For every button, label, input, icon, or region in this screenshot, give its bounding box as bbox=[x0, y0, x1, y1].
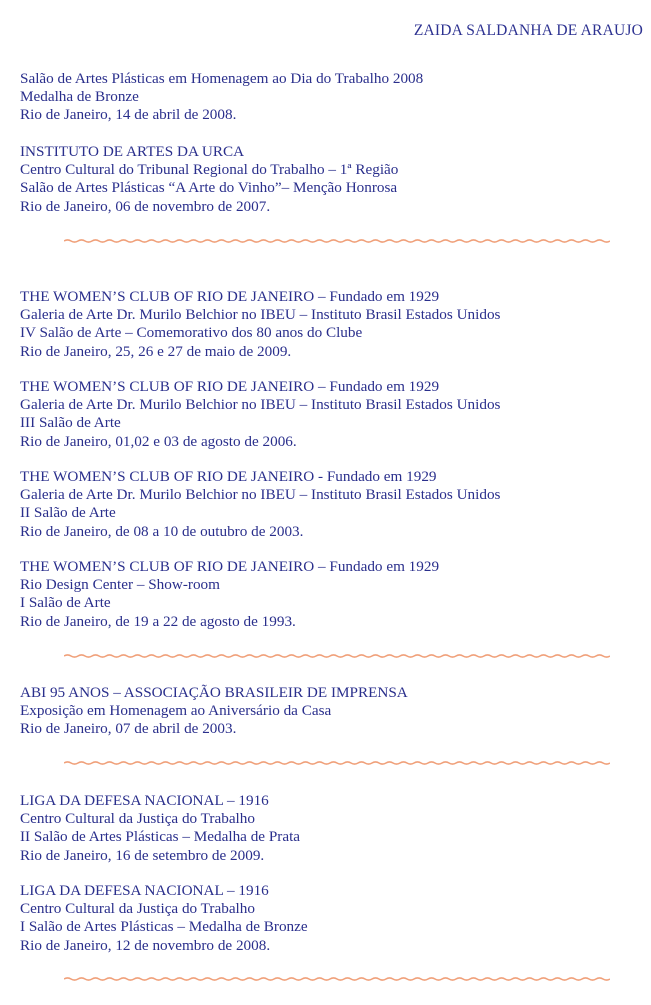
author-header: ZAIDA SALDANHA DE ARAUJO bbox=[413, 22, 643, 39]
entry-line: I Salão de Artes Plásticas – Medalha de Bronze bbox=[20, 918, 308, 936]
entry-line: Galeria de Arte Dr. Murilo Belchior no IBEU – Instituto Brasil Estados Unidos bbox=[20, 486, 501, 504]
entry-line: Rio de Janeiro, de 08 a 10 de outubro de 2003. bbox=[20, 522, 304, 540]
entry-line: THE WOMEN’S CLUB OF RIO DE JANEIRO - Fundado em 1929 bbox=[20, 468, 437, 485]
award-entry bbox=[20, 882, 308, 955]
award-entry bbox=[20, 684, 408, 739]
entry-line: ABI 95 ANOS – ASSOCIAÇÃO BRASILEIR DE IMPRENSA bbox=[20, 684, 408, 701]
award-entry bbox=[20, 70, 423, 125]
entry-line: LIGA DA DEFESA NACIONAL – 1916 bbox=[20, 882, 269, 899]
wavy-divider bbox=[64, 758, 610, 768]
entry-line: Rio Design Center – Show-room bbox=[20, 576, 220, 594]
entry-line: Centro Cultural do Tribunal Regional do Trabalho – 1ª Região bbox=[20, 161, 399, 179]
entry-line: Rio de Janeiro, 01,02 e 03 de agosto de 2006. bbox=[20, 432, 297, 450]
award-entry bbox=[20, 792, 300, 865]
entry-line: INSTITUTO DE ARTES DA URCA bbox=[20, 143, 245, 160]
entry-line: THE WOMEN’S CLUB OF RIO DE JANEIRO – Fundado em 1929 bbox=[20, 378, 440, 395]
wavy-divider bbox=[64, 236, 610, 246]
entry-line: IV Salão de Arte – Comemorativo dos 80 anos do Clube bbox=[20, 324, 363, 342]
award-entry bbox=[20, 558, 439, 631]
entry-line: II Salão de Arte bbox=[20, 504, 116, 522]
entry-line: Rio de Janeiro, 14 de abril de 2008. bbox=[20, 106, 237, 124]
entry-line: Rio de Janeiro, 16 de setembro de 2009. bbox=[20, 846, 265, 864]
entry-line: I Salão de Arte bbox=[20, 594, 111, 612]
entry-line: THE WOMEN’S CLUB OF RIO DE JANEIRO – Fundado em 1929 bbox=[20, 288, 440, 305]
entry-line: Centro Cultural da Justiça do Trabalho bbox=[20, 900, 255, 918]
entry-line: III Salão de Arte bbox=[20, 414, 121, 432]
entry-line: Rio de Janeiro, 06 de novembro de 2007. bbox=[20, 197, 271, 215]
entry-line: Galeria de Arte Dr. Murilo Belchior no IBEU – Instituto Brasil Estados Unidos bbox=[20, 306, 501, 324]
wavy-divider bbox=[64, 974, 610, 984]
wavy-divider bbox=[64, 651, 610, 661]
entry-line: THE WOMEN’S CLUB OF RIO DE JANEIRO – Fundado em 1929 bbox=[20, 558, 440, 575]
award-entry bbox=[20, 468, 500, 541]
entry-line: Rio de Janeiro, 12 de novembro de 2008. bbox=[20, 936, 271, 954]
award-entry bbox=[20, 143, 398, 216]
award-entry bbox=[20, 378, 500, 451]
entry-line: Medalha de Bronze bbox=[20, 88, 139, 106]
entry-line: Salão de Artes Plásticas em Homenagem ao Dia do Trabalho 2008 bbox=[20, 70, 424, 87]
entry-line: Rio de Janeiro, de 19 a 22 de agosto de 1993. bbox=[20, 612, 296, 630]
entry-line: LIGA DA DEFESA NACIONAL – 1916 bbox=[20, 792, 269, 809]
award-entry bbox=[20, 288, 500, 361]
entry-line: Galeria de Arte Dr. Murilo Belchior no IBEU – Instituto Brasil Estados Unidos bbox=[20, 396, 501, 414]
entry-line: Centro Cultural da Justiça do Trabalho bbox=[20, 810, 255, 828]
entry-line: Rio de Janeiro, 07 de abril de 2003. bbox=[20, 720, 237, 738]
entry-line: Salão de Artes Plásticas “A Arte do Vinho”– Menção Honrosa bbox=[20, 179, 398, 197]
entry-line: II Salão de Artes Plásticas – Medalha de Prata bbox=[20, 828, 301, 846]
entry-line: Exposição em Homenagem ao Aniversário da Casa bbox=[20, 702, 332, 720]
entry-line: Rio de Janeiro, 25, 26 e 27 de maio de 2009. bbox=[20, 342, 292, 360]
